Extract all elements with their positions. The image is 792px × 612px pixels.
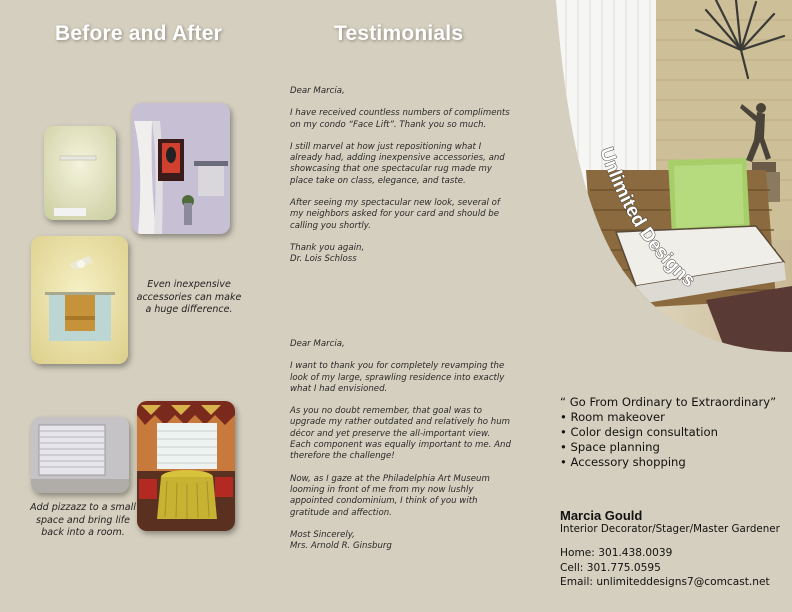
service-item: • Space planning	[560, 440, 776, 455]
services-block	[560, 395, 776, 470]
brand-name: Unlimited Designs	[595, 144, 699, 292]
contact-home-phone: Home: 301.438.0039	[560, 547, 673, 559]
before-photo-window	[31, 417, 129, 493]
after-photo-bathroom	[132, 103, 230, 234]
contact-cell-phone: Cell: 301.775.0595	[560, 561, 661, 574]
letter-1-signoff	[290, 243, 512, 266]
brand-name-text	[595, 145, 699, 292]
testimonials-heading: Testimonials	[334, 22, 464, 45]
after-photo-dining	[137, 401, 235, 531]
before-photo-wall	[44, 126, 116, 220]
before-after-heading: Before and After	[55, 22, 222, 45]
letter-1-paragraph: After seeing my spectacular new look, several of my neighbors asked for your card and should be calling you shortly.	[290, 198, 500, 231]
contact-name: Marcia Gould	[560, 508, 643, 523]
letter-2-greeting: Dear Marcia,	[290, 339, 345, 349]
letter-2-paragraph: I want to thank you for completely revamping the look of my large, sprawling residence into exactly what I had envisioned.	[290, 361, 505, 394]
tagline: “ Go From Ordinary to Extraordinary”	[560, 395, 777, 409]
services-list	[560, 410, 776, 470]
caption-accessories: Even inexpensive accessories can make a huge difference.	[136, 279, 242, 315]
service-item: • Room makeover	[560, 410, 776, 425]
letter-1-greeting: Dear Marcia,	[290, 86, 345, 96]
contact-email: Email: unlimiteddesigns7@comcast.net	[560, 576, 770, 588]
letter-2-paragraph: Now, as I gaze at the Philadelphia Art Museum looming in front of me from my now lushly appointed condominium, I think of you with gratitude and affection.	[290, 473, 490, 518]
letter-2-signature: Mrs. Arnold R. Ginsburg	[290, 541, 392, 552]
letter-1-paragraph: I still marvel at how just repositioning what I already had, adding inexpensive accessories, and showcasing that one spectacular rug made my place take on class, elegance, and taste.	[290, 141, 505, 186]
contact-details	[560, 546, 770, 590]
after-photo-towel	[31, 236, 128, 364]
service-item: • Color design consultation	[560, 425, 776, 440]
testimonial-letter-2	[290, 339, 512, 563]
caption-pizzazz: Add pizzazz to a small space and bring life back into a room.	[30, 502, 136, 538]
service-item: • Accessory shopping	[560, 455, 776, 470]
letter-2-paragraph: As you no doubt remember, that goal was to upgrade my rather outdated and relatively ho hum décor and yet preserve the all-important view. Each component was equally important to me. And therefore the challenge!	[290, 406, 511, 462]
letter-1-paragraph: I have received countless numbers of compliments on my condo “Face Lift”. Thank you so much.	[290, 108, 510, 130]
letter-1-closing: Thank you again,	[290, 242, 365, 253]
letter-2-signoff	[290, 530, 512, 553]
hero-image	[556, 0, 792, 352]
contact-title: Interior Decorator/Stager/Master Gardener	[560, 523, 780, 535]
letter-1-signature: Dr. Lois Schloss	[290, 254, 357, 265]
letter-2-closing: Most Sincerely,	[290, 529, 355, 540]
testimonial-letter-1	[290, 86, 512, 277]
